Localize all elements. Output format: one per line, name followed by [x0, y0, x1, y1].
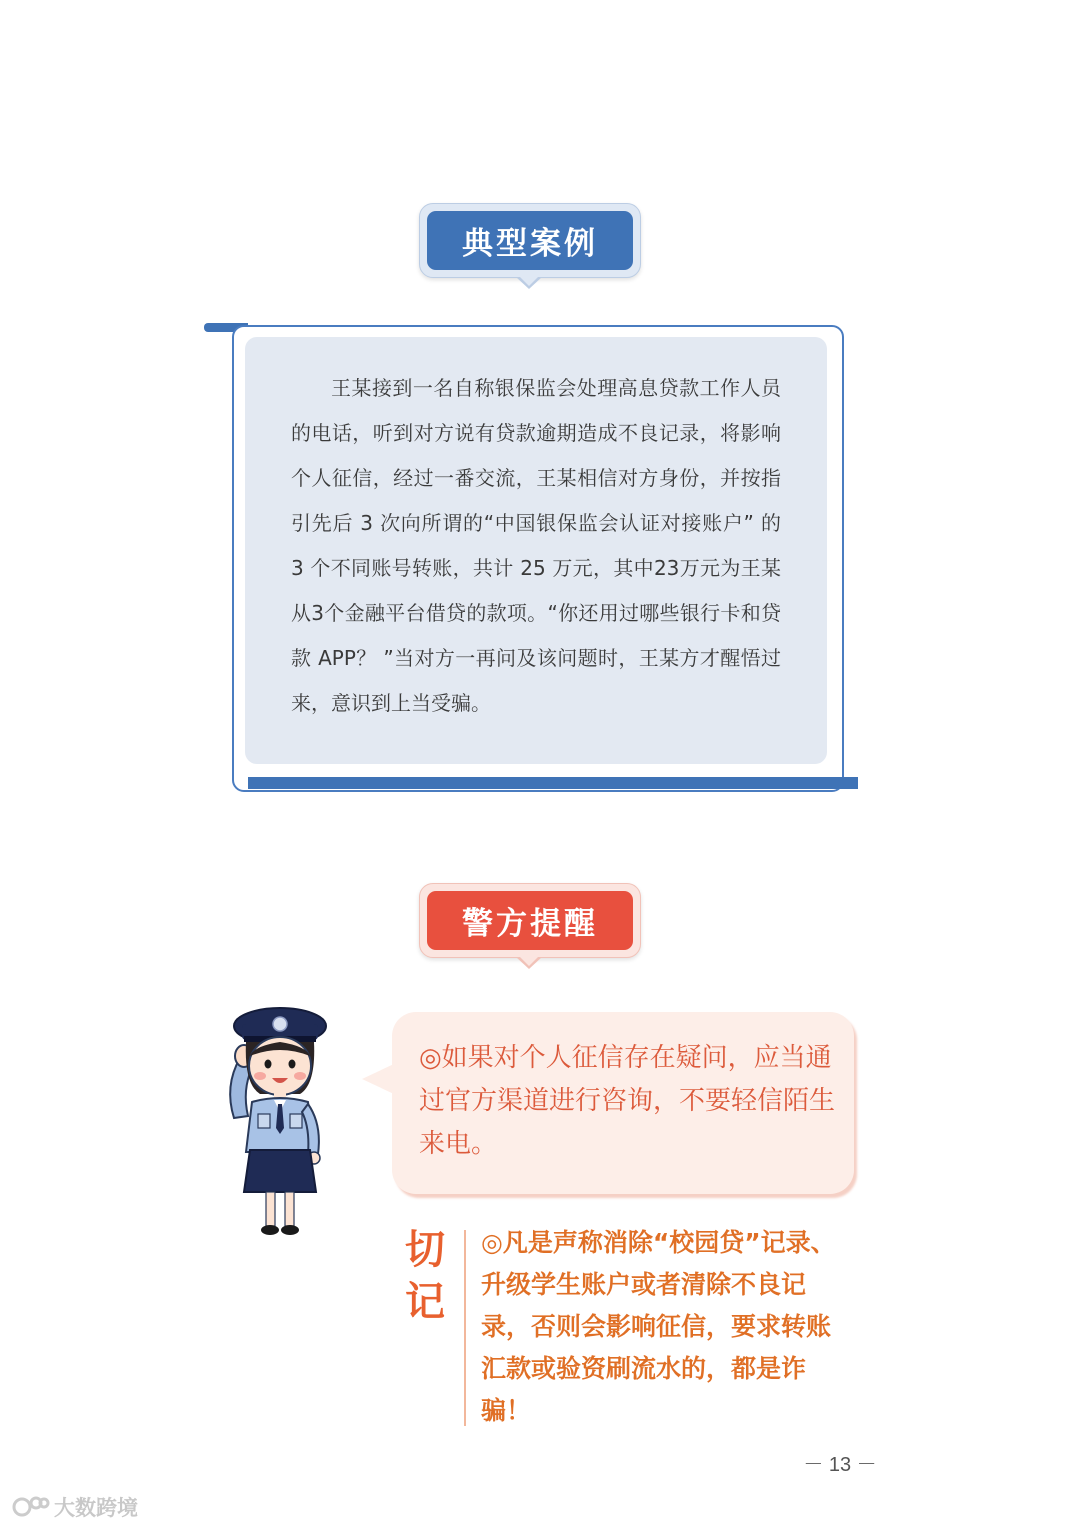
speech-bubble-text: ◎如果对个人征信存在疑问，应当通过官方渠道进行咨询，不要轻信陌生来电。 [419, 1043, 836, 1159]
police-heading-badge [419, 883, 641, 958]
remember-title-char-2: 记 [405, 1278, 445, 1325]
remember-divider [464, 1230, 466, 1426]
remember-title [398, 1224, 452, 1328]
page-number: － 13 － [803, 1454, 877, 1476]
case-heading-badge [419, 203, 641, 278]
police-heading: 警方提醒 [427, 891, 633, 950]
case-heading-pointer-inner [518, 275, 540, 286]
case-text [291, 366, 781, 726]
case-heading: 典型案例 [427, 211, 633, 270]
watermark-text: 大数跨境 [54, 1496, 138, 1520]
police-heading-pointer-inner [518, 955, 540, 966]
watermark [10, 1492, 138, 1522]
remember-text: ◎凡是声称消除“校园贷”记录、升级学生账户或者清除不良记录，否则会影响征信，要求转账汇款或验资刷流水的，都是诈骗！ [481, 1228, 836, 1425]
watermark-logo-icon [10, 1495, 50, 1519]
case-frame-bottom-bar-front [248, 777, 858, 789]
police-officer-illustration [218, 996, 344, 1240]
speech-bubble-tail [362, 1063, 396, 1095]
remember-title-char-1: 切 [405, 1226, 445, 1273]
case-paragraph: 王某接到一名自称银保监会处理高息贷款工作人员的电话，听到对方说有贷款逾期造成不良记录，将影响个人征信，经过一番交流，王某相信对方身份，并按指引先后 3 次向所谓的“中国银保监会认证对接账户” 的 3 个不同账号转账，共计 25 万元，其中23万元为王某从3个金融平台借贷的款项。“你还用过哪些银行卡和贷款 APP？ ”当对方一再问及该问题时，王某方才醒悟过来，意识到上当受骗。 [291, 376, 781, 715]
